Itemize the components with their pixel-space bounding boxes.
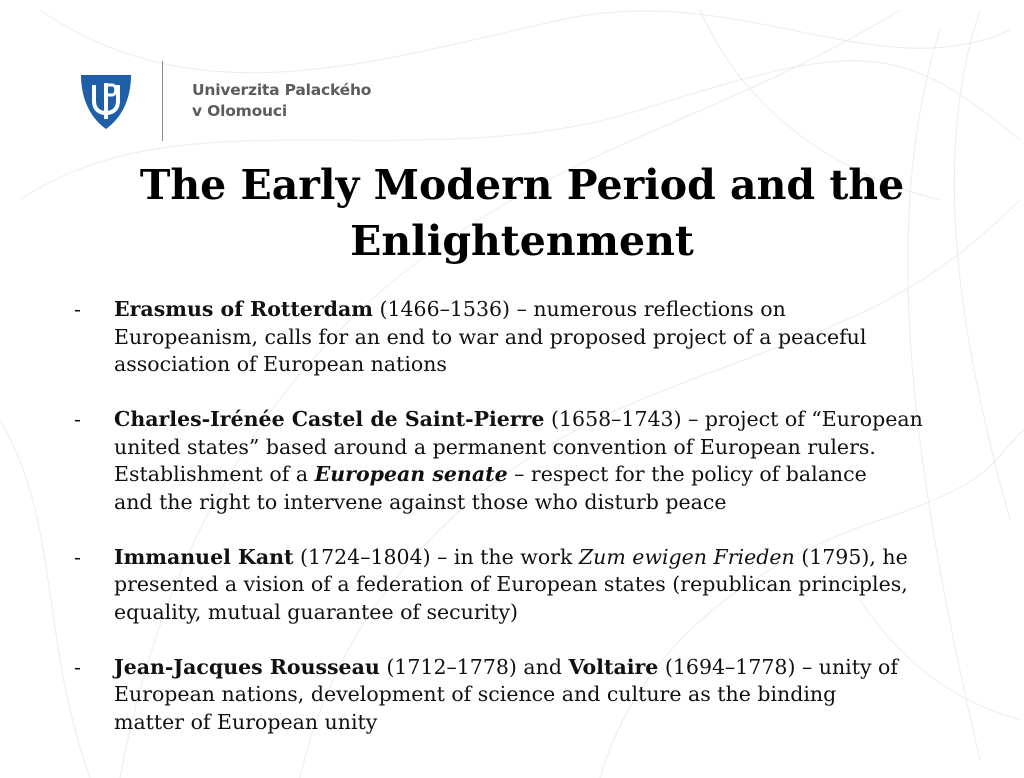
bullet-text: (1795), he xyxy=(794,544,908,569)
bullet-erasmus xyxy=(74,296,994,379)
person-name: Jean-Jacques Rousseau xyxy=(114,654,380,679)
bullet-line xyxy=(114,461,994,489)
person-name: Erasmus of Rotterdam xyxy=(114,297,373,321)
bullet-line xyxy=(114,544,994,572)
bullet-line: European nations, development of science and culture as the binding xyxy=(114,682,837,706)
bullet-text: (1724–1804) – in the work xyxy=(293,544,579,569)
bullet-line: and the right to intervene against those who disturb peace xyxy=(114,489,727,514)
bullet-kant xyxy=(74,544,994,627)
logo-divider xyxy=(162,61,163,141)
slide-title-line1: The Early Modern Period and the xyxy=(139,161,905,209)
bullet-text: (1466–1536) – numerous reflections on xyxy=(372,297,786,321)
person-name: Immanuel Kant xyxy=(114,544,294,569)
person-name: Voltaire xyxy=(568,654,659,679)
bullet-line: united states” based around a permanent convention of European rulers. xyxy=(114,434,876,459)
bullet-text: Establishment of a xyxy=(114,462,315,486)
bullet-line: presented a vision of a federation of European states (republican principles, xyxy=(114,572,908,596)
bullet-text: (1694–1778) – unity of xyxy=(658,654,898,679)
bullet-dash: - xyxy=(74,297,81,321)
bullet-line: association of European nations xyxy=(114,352,447,376)
bullet-list xyxy=(74,296,994,764)
university-name-line1: Univerzita Palackého xyxy=(192,81,372,99)
bullet-line: matter of European unity xyxy=(114,709,378,734)
bullet-dash: - xyxy=(74,544,81,569)
bullet-line xyxy=(114,406,994,434)
university-name-line2: v Olomouci xyxy=(192,102,287,120)
bullet-saint-pierre xyxy=(74,406,994,516)
bullet-text: (1712–1778) and xyxy=(379,654,569,679)
emphasis-term: European senate xyxy=(314,462,508,486)
bullet-dash: - xyxy=(74,407,81,431)
person-name: Charles-Irénée Castel de Saint-Pierre xyxy=(114,407,545,431)
bullet-line xyxy=(114,654,994,682)
bullet-line: equality, mutual guarantee of security) xyxy=(114,599,519,624)
slide-title xyxy=(60,157,984,269)
university-name xyxy=(192,80,371,122)
bullet-rousseau-voltaire xyxy=(74,654,994,737)
work-title: Zum ewigen Frieden xyxy=(578,544,795,569)
bullet-line xyxy=(114,296,994,324)
bullet-line: Europeanism, calls for an end to war and proposed project of a peaceful xyxy=(114,324,867,349)
bullet-text: (1658–1743) – project of “European xyxy=(544,407,923,431)
slide-title-line2: Enlightenment xyxy=(350,217,694,265)
bullet-dash: - xyxy=(74,654,81,679)
bullet-text: – respect for the policy of balance xyxy=(507,462,867,486)
up-shield-icon xyxy=(79,73,133,131)
